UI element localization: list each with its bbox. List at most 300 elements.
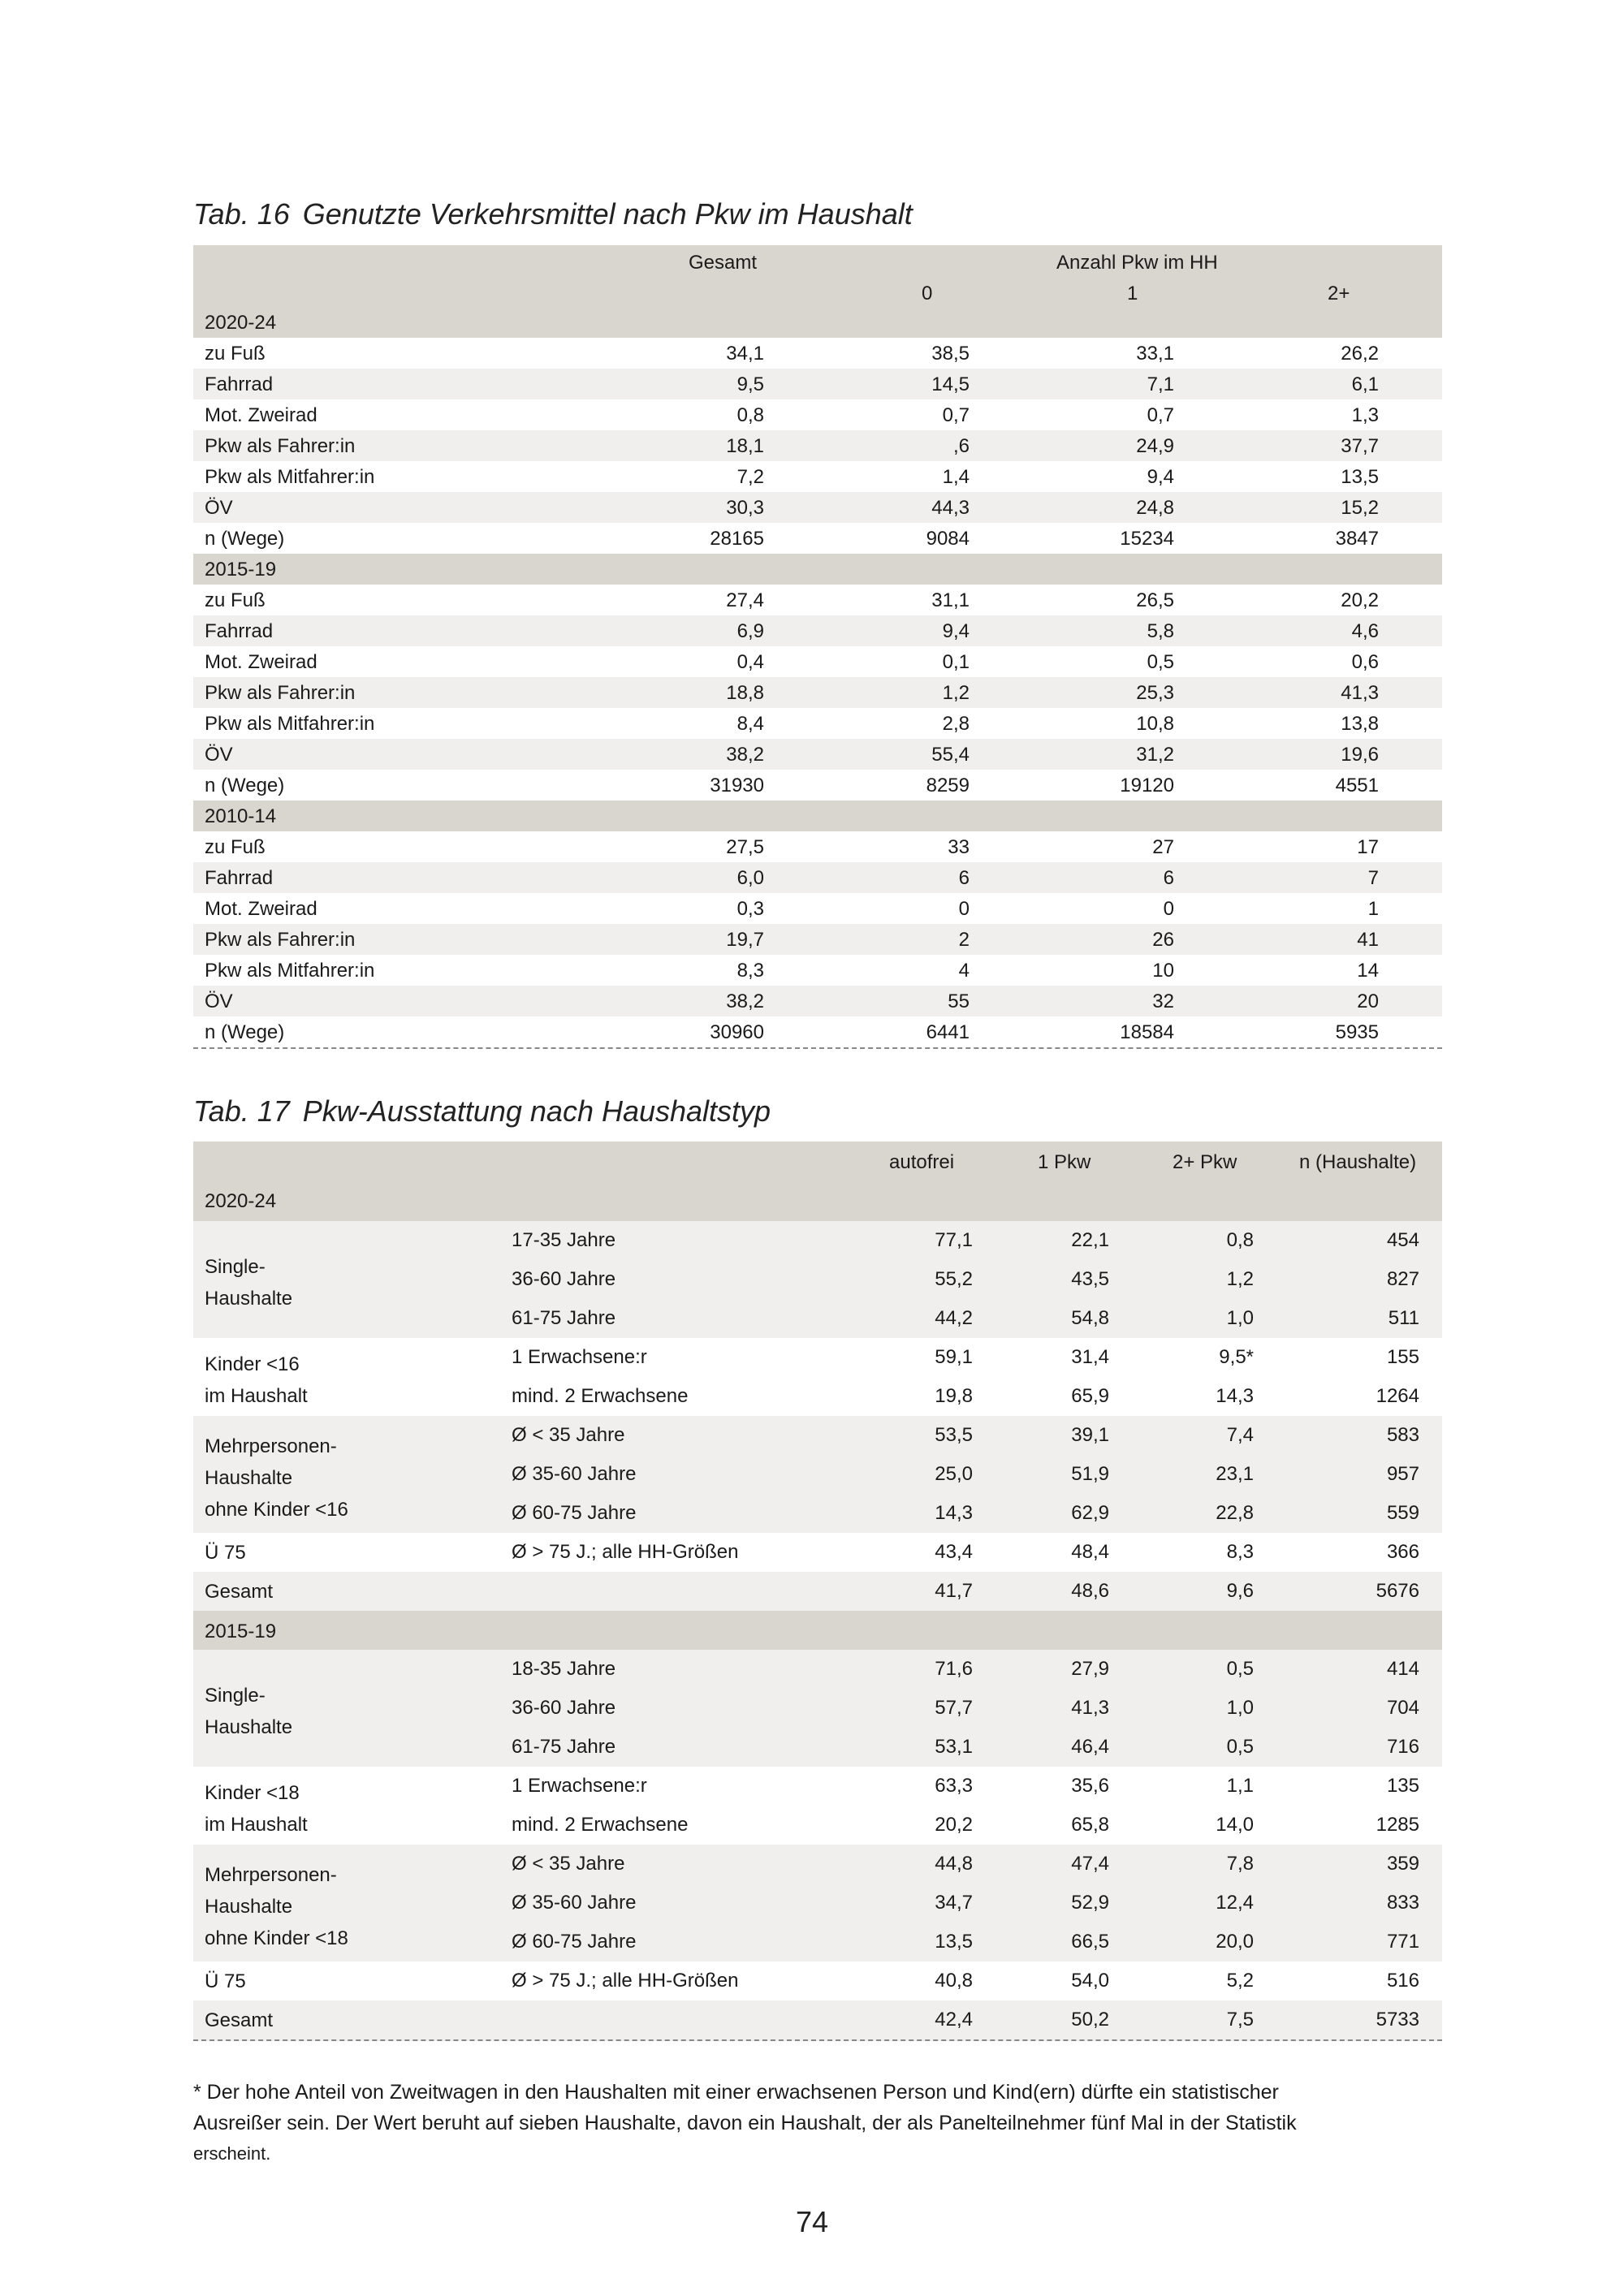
tab16-cell: 41	[1357, 929, 1379, 951]
tab16-cell: 30960	[710, 1021, 764, 1043]
tab17-group-label-line: Ü 75	[205, 1970, 246, 1992]
tab16-cell: 38,2	[726, 744, 764, 766]
tab16-cell: 24,8	[1136, 497, 1174, 519]
tab16-cell: 18,1	[726, 435, 764, 457]
table-row	[193, 1016, 1442, 1049]
tab17-cell: 54,0	[1071, 1970, 1109, 1992]
tab16-row-label: n (Wege)	[205, 775, 285, 796]
tab16-cell: 0,5	[1147, 651, 1174, 673]
tab17-cell: 5733	[1376, 2009, 1419, 2031]
tab17-group-label-line: Haushalte	[205, 1716, 293, 1738]
tab16-cell: 17	[1357, 836, 1379, 858]
table-row	[193, 677, 1442, 708]
tab17-cell: 7,8	[1226, 1853, 1254, 1875]
tab17-cell: 359	[1386, 1853, 1419, 1875]
tab17-number: Tab. 17	[193, 1094, 290, 1128]
tab17-cell: 34,7	[935, 1892, 973, 1914]
table-row	[193, 585, 1442, 615]
tab16-cell: 8259	[926, 775, 970, 796]
table-row	[193, 1494, 1442, 1533]
tab17-cell: 52,9	[1071, 1892, 1109, 1914]
tab16-cell: 6,1	[1351, 373, 1379, 395]
tab16-cell: 0,7	[1147, 404, 1174, 426]
footnote-line: Ausreißer sein. Der Wert beruht auf sieben Haushalte, davon ein Haushalt, der als Panelteilnehmer fünf Mal in der Statistik	[193, 2112, 1297, 2134]
tab17-group	[193, 1221, 1442, 1338]
tab16-cell: 14	[1357, 960, 1379, 982]
table-row	[193, 924, 1442, 955]
footnote	[193, 2077, 1444, 2169]
tab16-cell: 26,2	[1341, 343, 1379, 365]
table-row	[193, 399, 1442, 430]
tab16-cell: 31,2	[1136, 744, 1174, 766]
tab16-cell: 8,4	[736, 713, 764, 735]
tab17-subgroup: Ø 35-60 Jahre	[512, 1463, 637, 1485]
tab16-cell: 4551	[1335, 775, 1379, 796]
tab17-group-label-line: Single-	[205, 1256, 266, 1278]
tab16-cell: ,6	[952, 435, 970, 457]
tab17-cell: 0,8	[1226, 1229, 1254, 1251]
tab16-cell: 6,0	[736, 867, 764, 889]
table-row	[193, 1572, 1442, 1611]
tab17-cell: 559	[1386, 1502, 1419, 1524]
tab16-section-label: 2020-24	[205, 312, 277, 334]
tab17-cell: 1,0	[1226, 1697, 1254, 1719]
tab17-subgroup: Ø > 75 J.; alle HH-Größen	[512, 1970, 739, 1992]
tab16-row-label: n (Wege)	[205, 528, 285, 550]
tab17-cell: 583	[1386, 1424, 1419, 1446]
tab17-group-label-line: Ü 75	[205, 1542, 246, 1564]
tab17-cell: 5,2	[1226, 1970, 1254, 1992]
tab17-cell: 59,1	[935, 1346, 973, 1368]
table-row	[193, 1221, 1442, 1260]
tab16-cell: 14,5	[931, 373, 970, 395]
tab17-group-label	[205, 1859, 348, 1954]
footnote-line: * Der hohe Anteil von Zweitwagen in den Haushalten mit einer erwachsenen Person und Kind(ern) dürfte ein statistischer	[193, 2081, 1279, 2104]
tab16-cell: 0,1	[942, 651, 970, 673]
tab17-cell: 14,3	[935, 1502, 973, 1524]
table-row	[193, 955, 1442, 986]
tab17-cell: 5676	[1376, 1580, 1419, 1602]
table-16	[193, 245, 1442, 1049]
tab16-cell: 28165	[710, 528, 764, 550]
tab16-header	[193, 245, 1442, 338]
tab17-cell: 43,5	[1071, 1268, 1109, 1290]
tab17-cell: 62,9	[1071, 1502, 1109, 1524]
tab16-cell: 31,1	[931, 589, 970, 611]
tab17-cell: 43,4	[935, 1541, 973, 1563]
tab16-header-group: Anzahl Pkw im HH	[1056, 252, 1218, 274]
tab16-cell: 0	[958, 898, 970, 920]
tab17-group	[193, 1767, 1442, 1845]
tab16-cell: 9084	[926, 528, 970, 550]
tab16-cell: 2	[958, 929, 970, 951]
table-row	[193, 1533, 1442, 1572]
tab17-cell: 20,2	[935, 1814, 973, 1836]
tab16-cell: 4	[958, 960, 970, 982]
tab16-cell: 8,3	[736, 960, 764, 982]
table-row	[193, 1377, 1442, 1416]
tab17-cell: 1,0	[1226, 1307, 1254, 1329]
tab16-cell: 10	[1152, 960, 1174, 982]
tab17-group-label	[205, 2005, 273, 2036]
tab16-row-label: Pkw als Fahrer:in	[205, 435, 356, 457]
table-row	[193, 430, 1442, 461]
tab17-cell: 65,9	[1071, 1385, 1109, 1407]
tab17-subgroup: 1 Erwachsene:r	[512, 1775, 647, 1797]
tab17-cell: 65,8	[1071, 1814, 1109, 1836]
tab17-cell: 44,8	[935, 1853, 973, 1875]
tab16-row-label: ÖV	[205, 990, 233, 1012]
tab17-group-label	[205, 1431, 348, 1526]
table-row	[193, 1923, 1442, 1962]
tab17-subgroup: Ø 35-60 Jahre	[512, 1892, 637, 1914]
tab17-header-n: n (Haushalte)	[1299, 1151, 1417, 1173]
tab17-cell: 716	[1386, 1736, 1419, 1758]
tab17-group	[193, 1962, 1442, 2000]
tab17-group-label-line: Haushalte	[205, 1288, 293, 1310]
tab16-cell: 0,3	[736, 898, 764, 920]
tab16-cell: 27,5	[726, 836, 764, 858]
tab17-subgroup: 1 Erwachsene:r	[512, 1346, 647, 1368]
tab17-group	[193, 1845, 1442, 1962]
tab17-cell: 1,1	[1226, 1775, 1254, 1797]
tab16-cell: 55	[948, 990, 970, 1012]
table-17	[193, 1142, 1442, 2041]
tab17-cell: 19,8	[935, 1385, 973, 1407]
table-row	[193, 1728, 1442, 1767]
tab17-cell: 12,4	[1216, 1892, 1254, 1914]
tab17-cell: 0,5	[1226, 1736, 1254, 1758]
tab16-header-total: Gesamt	[689, 252, 758, 274]
tab16-row-label: Pkw als Mitfahrer:in	[205, 466, 375, 488]
tab17-section-row	[193, 1611, 1442, 1650]
tab17-cell: 0,5	[1226, 1658, 1254, 1680]
tab17-cell: 20,0	[1216, 1931, 1254, 1953]
tab16-cell: 5,8	[1147, 620, 1174, 642]
tab17-body	[193, 1221, 1442, 2041]
tab17-cell: 41,7	[935, 1580, 973, 1602]
tab16-cell: 38,5	[931, 343, 970, 365]
tab16-row-label: Pkw als Fahrer:in	[205, 929, 356, 951]
tab17-group	[193, 1650, 1442, 1767]
tab16-section-label: 2010-14	[205, 805, 277, 827]
tab16-cell: 6441	[926, 1021, 970, 1043]
tab16-section-row	[193, 801, 1442, 831]
tab16-cell: 26,5	[1136, 589, 1174, 611]
tab17-group-label	[205, 1349, 308, 1412]
tab16-cell: 10,8	[1136, 713, 1174, 735]
tab16-row-label: ÖV	[205, 497, 233, 519]
tab17-cell: 1,2	[1226, 1268, 1254, 1290]
table-row	[193, 1845, 1442, 1884]
tab17-cell: 957	[1386, 1463, 1419, 1485]
tab16-cell: 6	[958, 867, 970, 889]
tab16-cell: 15234	[1120, 528, 1174, 550]
tab17-cell: 46,4	[1071, 1736, 1109, 1758]
table-row	[193, 615, 1442, 646]
tab17-cell: 135	[1386, 1775, 1419, 1797]
tab17-cell: 48,4	[1071, 1541, 1109, 1563]
table-row	[193, 369, 1442, 399]
tab16-cell: 4,6	[1351, 620, 1379, 642]
tab16-cell: 19120	[1120, 775, 1174, 796]
table-row	[193, 708, 1442, 739]
tab16-cell: 34,1	[726, 343, 764, 365]
tab17-cell: 54,8	[1071, 1307, 1109, 1329]
tab17-subgroup: mind. 2 Erwachsene	[512, 1385, 689, 1407]
tab17-cell: 35,6	[1071, 1775, 1109, 1797]
tab16-cell: 37,7	[1341, 435, 1379, 457]
table-row	[193, 1689, 1442, 1728]
tab17-cell: 9,5*	[1219, 1346, 1254, 1368]
tab17-section-label: 2020-24	[205, 1190, 277, 1212]
tab17-group-label-line: ohne Kinder <16	[205, 1499, 348, 1521]
tab16-title: Genutzte Verkehrsmittel nach Pkw im Haushalt	[302, 197, 913, 231]
tab17-cell: 44,2	[935, 1307, 973, 1329]
tab16-cell: 26	[1152, 929, 1174, 951]
tab17-cell: 27,9	[1071, 1658, 1109, 1680]
tab17-subgroup: 61-75 Jahre	[512, 1736, 616, 1758]
table-row	[193, 770, 1442, 801]
tab17-subgroup: 18-35 Jahre	[512, 1658, 616, 1680]
table-row	[193, 2000, 1442, 2041]
tab17-cell: 71,6	[935, 1658, 973, 1680]
table-row	[193, 1962, 1442, 2000]
table-row	[193, 1884, 1442, 1923]
tab17-group-label-line: Single-	[205, 1685, 266, 1707]
tab17-cell: 57,7	[935, 1697, 973, 1719]
tab17-cell: 55,2	[935, 1268, 973, 1290]
tab16-cell: 18584	[1120, 1021, 1174, 1043]
tab17-cell: 66,5	[1071, 1931, 1109, 1953]
tab17-group	[193, 1572, 1442, 1611]
table-row	[193, 1299, 1442, 1338]
table-row	[193, 986, 1442, 1016]
tab16-cell: 41,3	[1341, 682, 1379, 704]
tab17-cell: 31,4	[1071, 1346, 1109, 1368]
tab17-subgroup: Ø > 75 J.; alle HH-Größen	[512, 1541, 739, 1563]
tab16-cell: 7	[1367, 867, 1379, 889]
table-row	[193, 831, 1442, 862]
tab17-group-label-line: im Haushalt	[205, 1385, 308, 1407]
tab17-group-label	[205, 1576, 273, 1608]
table-row	[193, 739, 1442, 770]
tab17-cell: 41,3	[1071, 1697, 1109, 1719]
tab16-row-label: Pkw als Fahrer:in	[205, 682, 356, 704]
tab17-cell: 516	[1386, 1970, 1419, 1992]
tab17-group-label-line: ohne Kinder <18	[205, 1927, 348, 1949]
table-row	[193, 1806, 1442, 1845]
tab16-cell: 0,4	[736, 651, 764, 673]
table-row	[193, 338, 1442, 369]
table-row	[193, 893, 1442, 924]
tab17-cell: 39,1	[1071, 1424, 1109, 1446]
tab17-group-label-line: Gesamt	[205, 2009, 274, 2031]
tab16-cell: 30,3	[726, 497, 764, 519]
tab17-cell: 25,0	[935, 1463, 973, 1485]
page-number: 74	[795, 2205, 829, 2238]
tab17-cell: 53,5	[935, 1424, 973, 1446]
tab17-header-autofrei: autofrei	[889, 1151, 955, 1173]
table-row	[193, 1455, 1442, 1494]
table-row	[193, 492, 1442, 523]
tab16-row-label: Mot. Zweirad	[205, 651, 317, 673]
table-row	[193, 1260, 1442, 1299]
tab17-cell: 63,3	[935, 1775, 973, 1797]
tab17-group	[193, 1533, 1442, 1572]
tab17-subgroup: 17-35 Jahre	[512, 1229, 616, 1251]
tab16-header-col1: 1	[1127, 283, 1138, 304]
tab17-cell: 1264	[1376, 1385, 1419, 1407]
tab17-group-label-line: im Haushalt	[205, 1814, 308, 1836]
tab17-subgroup: mind. 2 Erwachsene	[512, 1814, 689, 1836]
tab16-cell: 18,8	[726, 682, 764, 704]
tab17-cell: 771	[1386, 1931, 1419, 1953]
table-row	[193, 1338, 1442, 1377]
tab17-group-label	[205, 1537, 246, 1569]
tab16-cell: 1,3	[1351, 404, 1379, 426]
tab17-cell: 51,9	[1071, 1463, 1109, 1485]
tab17-cell: 827	[1386, 1268, 1419, 1290]
tab16-cell: 27,4	[726, 589, 764, 611]
tab16-cell: 32	[1152, 990, 1174, 1012]
tab16-cell: 0,7	[942, 404, 970, 426]
tab17-cell: 14,3	[1216, 1385, 1254, 1407]
tab16-cell: 25,3	[1136, 682, 1174, 704]
tab16-section-label: 2015-19	[205, 559, 277, 580]
tab16-row-label: Fahrrad	[205, 373, 274, 395]
tab17-cell: 40,8	[935, 1970, 973, 1992]
tab16-row-label: ÖV	[205, 744, 233, 766]
tab16-cell: 31930	[710, 775, 764, 796]
tab16-cell: 1,4	[942, 466, 970, 488]
table-row	[193, 461, 1442, 492]
tab16-cell: 1	[1367, 898, 1379, 920]
tab17-group	[193, 1416, 1442, 1533]
tab17-cell: 366	[1386, 1541, 1419, 1563]
tab16-cell: 7,1	[1147, 373, 1174, 395]
tab16-row-label: zu Fuß	[205, 343, 266, 365]
tab17-group-label-line: Mehrpersonen-	[205, 1864, 337, 1886]
tab17-cell: 833	[1386, 1892, 1419, 1914]
footnote-line: erscheint.	[193, 2143, 271, 2164]
tab16-row-label: Pkw als Mitfahrer:in	[205, 960, 375, 982]
tab17-cell: 22,1	[1071, 1229, 1109, 1251]
tab17-group-label-line: Haushalte	[205, 1467, 293, 1489]
tab17-group-label-line: Mehrpersonen-	[205, 1435, 337, 1457]
tab17-cell: 42,4	[935, 2009, 973, 2031]
tab16-cell: 1,2	[942, 682, 970, 704]
table-row	[193, 862, 1442, 893]
tab17-cell: 14,0	[1216, 1814, 1254, 1836]
tab16-row-label: Pkw als Mitfahrer:in	[205, 713, 375, 735]
tab17-group	[193, 2000, 1442, 2041]
tab16-cell: 33,1	[1136, 343, 1174, 365]
tab17-cell: 414	[1386, 1658, 1419, 1680]
tab16-row-label: zu Fuß	[205, 836, 266, 858]
tab17-cell: 53,1	[935, 1736, 973, 1758]
tab17-cell: 13,5	[935, 1931, 973, 1953]
tab16-cell: 3847	[1335, 528, 1379, 550]
tab16-row-label: Mot. Zweirad	[205, 404, 317, 426]
tab17-header	[193, 1142, 1442, 1221]
tab17-cell: 1285	[1376, 1814, 1419, 1836]
tab17-cell: 7,4	[1226, 1424, 1254, 1446]
tab16-cell: 6	[1163, 867, 1174, 889]
tab16-cell: 9,5	[736, 373, 764, 395]
tab17-group-label	[205, 1251, 292, 1314]
tab16-row-label: n (Wege)	[205, 1021, 285, 1043]
tab16-cell: 38,2	[726, 990, 764, 1012]
table-row	[193, 1767, 1442, 1806]
tab17-group-label-line: Haushalte	[205, 1896, 293, 1918]
tab17-header-1pkw: 1 Pkw	[1038, 1151, 1091, 1173]
tab17-cell: 8,3	[1226, 1541, 1254, 1563]
tab17-subgroup: Ø 60-75 Jahre	[512, 1502, 637, 1524]
tab16-number: Tab. 16	[193, 197, 290, 231]
tab16-cell: 27	[1152, 836, 1174, 858]
tab17-cell: 454	[1386, 1229, 1419, 1251]
tab17-cell: 7,5	[1226, 2009, 1254, 2031]
tab16-header-col0: 0	[922, 283, 933, 304]
tab16-cell: 2,8	[942, 713, 970, 735]
tab17-subgroup: Ø < 35 Jahre	[512, 1424, 625, 1446]
tab16-cell: 20	[1357, 990, 1379, 1012]
tab17-cell: 23,1	[1216, 1463, 1254, 1485]
tab17-cell: 50,2	[1071, 2009, 1109, 2031]
tab17-title: Pkw-Ausstattung nach Haushaltstyp	[302, 1094, 771, 1128]
tab16-cell: 55,4	[931, 744, 970, 766]
tab17-cell: 9,6	[1226, 1580, 1254, 1602]
tab17-cell: 77,1	[935, 1229, 973, 1251]
tab17-group-label	[205, 1680, 292, 1743]
tab16-cell: 0,8	[736, 404, 764, 426]
tab17-section-label: 2015-19	[205, 1621, 277, 1642]
tab16-cell: 19,6	[1341, 744, 1379, 766]
tab16-caption	[193, 197, 913, 231]
table-row	[193, 523, 1442, 554]
tab17-cell: 704	[1386, 1697, 1419, 1719]
tab16-cell: 13,8	[1341, 713, 1379, 735]
tab17-group-label	[205, 1777, 308, 1841]
tab16-cell: 24,9	[1136, 435, 1174, 457]
tab17-subgroup: 61-75 Jahre	[512, 1307, 616, 1329]
table-row	[193, 646, 1442, 677]
tab17-cell: 47,4	[1071, 1853, 1109, 1875]
tab17-group-label	[205, 1966, 246, 1997]
tab16-header-col2: 2+	[1328, 283, 1350, 304]
tab16-section-row	[193, 554, 1442, 585]
tab16-cell: 9,4	[942, 620, 970, 642]
tab16-cell: 0	[1163, 898, 1174, 920]
tab17-cell: 22,8	[1216, 1502, 1254, 1524]
tab17-cell: 511	[1388, 1307, 1419, 1329]
tab17-cell: 155	[1386, 1346, 1419, 1368]
table-row	[193, 1416, 1442, 1455]
tab17-header-2pkw: 2+ Pkw	[1173, 1151, 1237, 1173]
tab17-caption	[193, 1094, 771, 1129]
tab16-cell: 0,6	[1351, 651, 1379, 673]
tab17-group-label-line: Kinder <18	[205, 1782, 300, 1804]
tab16-cell: 13,5	[1341, 466, 1379, 488]
tab17-cell: 48,6	[1071, 1580, 1109, 1602]
tab16-cell: 9,4	[1147, 466, 1174, 488]
table-row	[193, 1650, 1442, 1689]
tab16-cell: 15,2	[1341, 497, 1379, 519]
tab16-cell: 44,3	[931, 497, 970, 519]
tab16-row-label: Mot. Zweirad	[205, 898, 317, 920]
tab16-cell: 19,7	[726, 929, 764, 951]
